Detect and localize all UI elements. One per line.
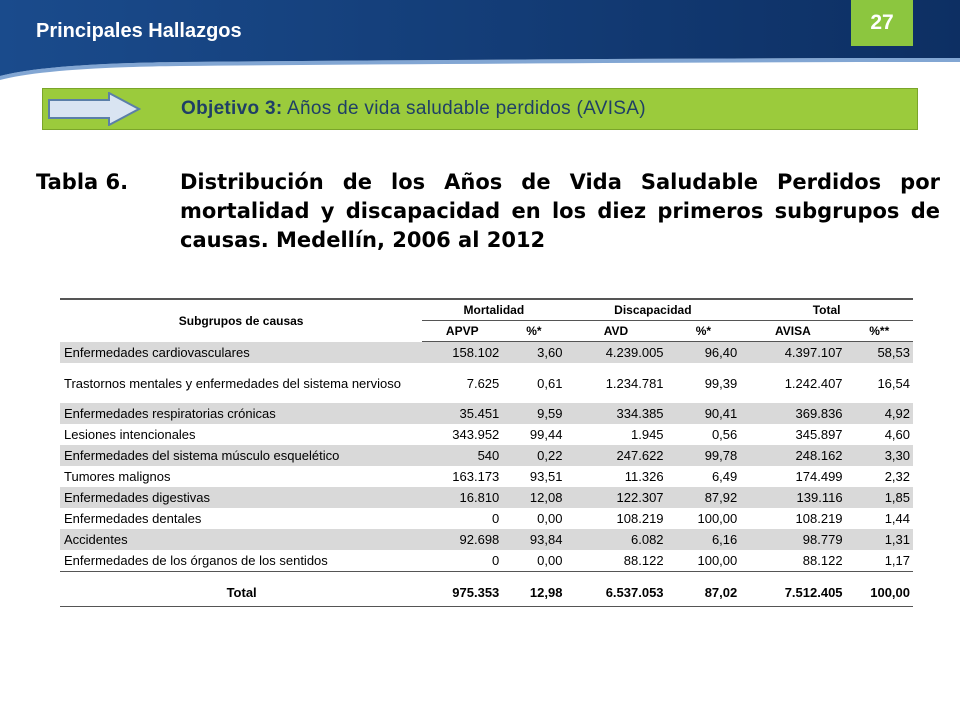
cause-name: Lesiones intencionales [64, 427, 196, 442]
right-arrow-icon [47, 92, 141, 126]
table-caption-text: Distribución de los Años de Vida Saludable Perdidos por mortalidad y discapacidad en los diez primeros subgrupos de causas. Medellín, 2006 al 2012 [180, 170, 940, 252]
cause-name: Tumores malignos [64, 469, 171, 484]
cause-name: Enfermedades digestivas [60, 487, 422, 508]
value-apvp: 163.173 [452, 469, 500, 484]
value-pct-disc: 100,00 [697, 553, 738, 568]
subheader-pct-mort: %* [502, 321, 565, 342]
value-avisa: 108.219 [795, 511, 843, 526]
value-pct-disc: 96,40 [667, 342, 741, 364]
value-avisa: 369.836 [740, 403, 845, 424]
value-pct-total: 2,32 [884, 469, 910, 484]
value-avd: 334.385 [565, 403, 666, 424]
value-pct-disc: 87,92 [667, 487, 741, 508]
cause-name: Enfermedades cardiovasculares [60, 342, 422, 364]
page-number-badge: 27 [851, 0, 913, 46]
table-row [60, 466, 913, 487]
table-row [60, 424, 913, 445]
value-apvp: 158.102 [422, 342, 502, 364]
subheader-apvp: APVP [422, 321, 502, 342]
value-avd: 1.945 [631, 427, 664, 442]
value-pct-mort: 3,60 [502, 342, 565, 364]
cause-name: Enfermedades dentales [64, 511, 202, 526]
value-pct-mort: 0,00 [537, 553, 563, 568]
value-apvp: 343.952 [452, 427, 500, 442]
cause-name: Enfermedades del sistema músculo esquelético [60, 445, 422, 466]
value-pct-total: 1,44 [884, 511, 910, 526]
value-pct-total: 1,31 [846, 529, 913, 550]
value-pct-total: 1,17 [884, 553, 910, 568]
table-row [60, 445, 913, 466]
table-row [60, 403, 913, 424]
table-row [60, 487, 913, 508]
value-pct-total: 1,85 [846, 487, 913, 508]
table-total-row [60, 578, 913, 607]
value-avd: 4.239.005 [565, 342, 666, 364]
value-avd: 247.622 [565, 445, 666, 466]
objective-description: Años de vida saludable perdidos (AVISA) [287, 98, 646, 119]
value-pct-disc: 6,16 [667, 529, 741, 550]
value-avisa: 88.122 [802, 553, 843, 568]
value-pct-disc: 6,49 [711, 469, 738, 484]
subheader-avisa: AVISA [740, 321, 845, 342]
subheader-pct-total: %** [846, 321, 913, 342]
cause-name: Accidentes [60, 529, 422, 550]
value-pct-total: 58,53 [846, 342, 913, 364]
value-pct-mort: 93,51 [529, 469, 563, 484]
value-pct-disc: 100,00 [697, 511, 738, 526]
cause-name: Enfermedades respiratorias crónicas [60, 403, 422, 424]
value-pct-mort: 0,61 [537, 375, 563, 391]
total-pct-disc: 87,02 [667, 578, 741, 607]
value-apvp: 35.451 [422, 403, 502, 424]
table-row [60, 550, 913, 572]
cause-name: Trastornos mentales y enfermedades del sistema nervioso [64, 375, 401, 391]
subheader-avd: AVD [565, 321, 666, 342]
value-pct-disc: 99,39 [704, 375, 738, 391]
table-row [60, 529, 913, 550]
group-header-discapacidad: Discapacidad [565, 299, 740, 321]
group-header-mortalidad: Mortalidad [422, 299, 565, 321]
value-avisa: 98.779 [740, 529, 845, 550]
value-avd: 122.307 [565, 487, 666, 508]
value-avisa: 345.897 [795, 427, 843, 442]
value-pct-disc: 99,78 [667, 445, 741, 466]
total-avisa: 7.512.405 [740, 578, 845, 607]
value-pct-total: 4,92 [846, 403, 913, 424]
cause-name: Enfermedades de los órganos de los sentidos [64, 553, 328, 568]
objective-label: Objetivo 3: [181, 98, 283, 119]
total-apvp: 975.353 [422, 578, 502, 607]
value-apvp: 92.698 [422, 529, 502, 550]
value-avisa: 4.397.107 [740, 342, 845, 364]
value-avisa: 174.499 [795, 469, 843, 484]
value-avisa: 248.162 [740, 445, 845, 466]
value-avisa: 139.116 [740, 487, 845, 508]
value-pct-total: 3,30 [846, 445, 913, 466]
value-pct-disc: 90,41 [667, 403, 741, 424]
table-row [60, 363, 913, 403]
table-caption-label: Tabla 6. [36, 170, 129, 194]
table-row [60, 342, 913, 364]
objective-banner [42, 88, 918, 130]
total-label: Total [60, 578, 422, 607]
value-pct-mort: 93,84 [502, 529, 565, 550]
group-header-total: Total [740, 299, 913, 321]
value-avd: 1.234.781 [605, 375, 664, 391]
value-avd: 6.082 [565, 529, 666, 550]
value-apvp: 0 [492, 511, 500, 526]
value-pct-mort: 0,00 [537, 511, 563, 526]
total-pct-total: 100,00 [846, 578, 913, 607]
value-pct-mort: 99,44 [529, 427, 563, 442]
total-pct-mort: 12,98 [502, 578, 565, 607]
avisa-table [60, 298, 913, 607]
table-row [60, 508, 913, 529]
header-banner [0, 0, 960, 80]
value-pct-mort: 0,22 [502, 445, 565, 466]
subheader-pct-disc: %* [667, 321, 741, 342]
value-apvp: 16.810 [422, 487, 502, 508]
value-avd: 11.326 [624, 469, 664, 484]
value-apvp: 0 [492, 553, 500, 568]
value-avd: 88.122 [623, 553, 664, 568]
value-apvp: 540 [422, 445, 502, 466]
value-avd: 108.219 [616, 511, 664, 526]
objective-text [181, 98, 646, 120]
section-title: Principales Hallazgos [36, 20, 242, 42]
value-pct-total: 16,54 [877, 375, 910, 391]
value-pct-disc: 0,56 [711, 427, 738, 442]
value-apvp: 7.625 [466, 375, 500, 391]
value-pct-mort: 12,08 [502, 487, 565, 508]
value-pct-mort: 9,59 [502, 403, 565, 424]
value-pct-total: 4,60 [884, 427, 910, 442]
col-causes-header: Subgrupos de causas [60, 299, 422, 342]
value-avisa: 1.242.407 [784, 375, 843, 391]
total-avd: 6.537.053 [565, 578, 666, 607]
